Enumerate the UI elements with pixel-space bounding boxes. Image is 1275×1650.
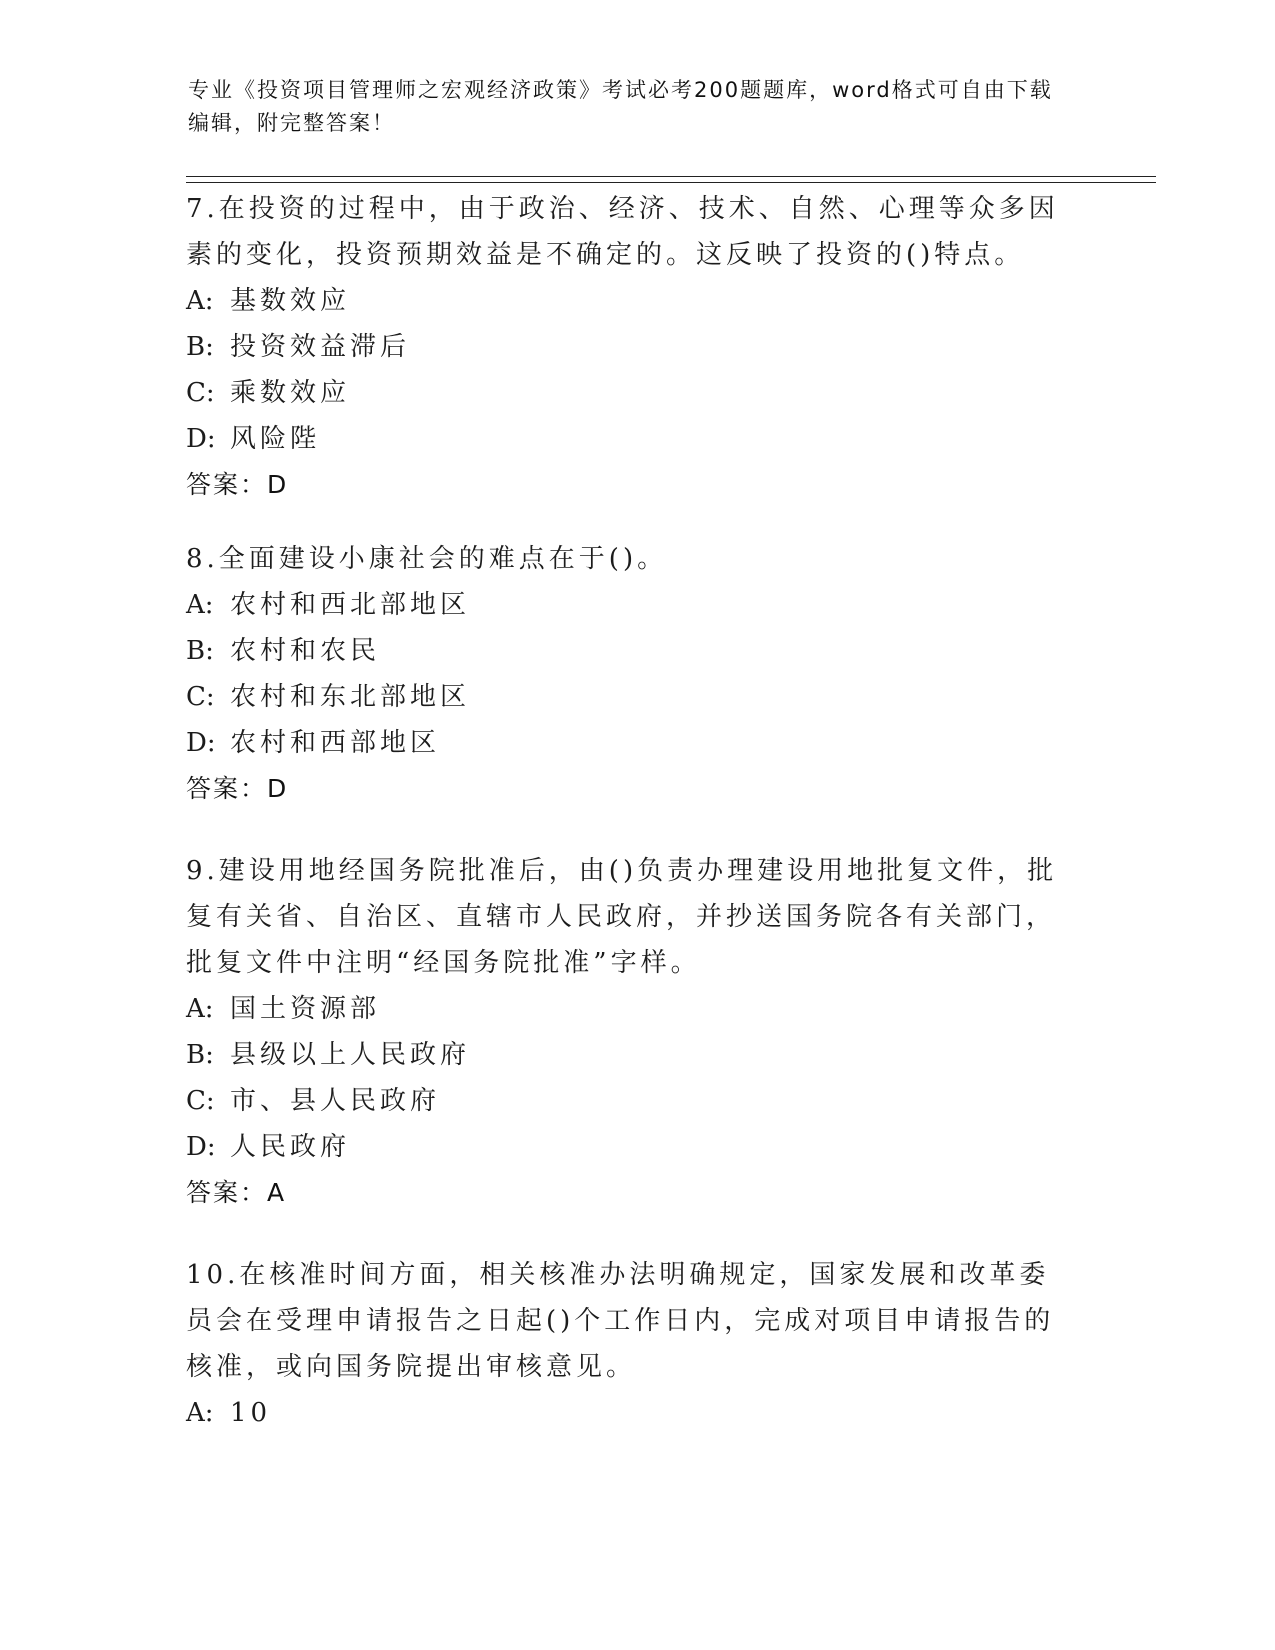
answer: 答案：D — [186, 774, 289, 803]
answer: 答案：A — [186, 1178, 287, 1207]
option-b — [186, 628, 1066, 674]
option-text: 农村和农民 — [230, 636, 381, 666]
option-a — [186, 582, 1066, 628]
option-b — [186, 1032, 1066, 1078]
option-label: D: — [186, 424, 216, 454]
option-label: C: — [186, 682, 215, 712]
document-header — [188, 74, 1068, 140]
answer: 答案：D — [186, 470, 289, 499]
option-label: B: — [186, 1040, 214, 1070]
option-text: 风险陛 — [230, 424, 321, 454]
question-10 — [186, 1252, 1066, 1436]
option-text: 人民政府 — [230, 1132, 351, 1162]
option-label: D: — [186, 1132, 216, 1162]
header-divider-top — [186, 176, 1156, 177]
option-c — [186, 370, 1066, 416]
option-label: B: — [186, 636, 214, 666]
option-c — [186, 1078, 1066, 1124]
option-text: 市、县人民政府 — [230, 1086, 441, 1116]
question-8 — [186, 536, 1066, 812]
option-text: 农村和西北部地区 — [230, 590, 471, 620]
question-stem: 10.在核准时间方面，相关核准办法明确规定，国家发展和改革委员会在受理申请报告之日起()个工作日内，完成对项目申请报告的核准，或向国务院提出审核意见。 — [186, 1260, 1055, 1382]
option-label: D: — [186, 728, 216, 758]
option-d — [186, 1124, 1066, 1170]
option-label: A: — [186, 590, 214, 620]
option-a — [186, 1390, 1066, 1436]
option-d — [186, 416, 1066, 462]
option-label: C: — [186, 1086, 215, 1116]
header-intro-text: 专业《投资项目管理师之宏观经济政策》考试必考200题题库，word格式可自由下载编辑，附完整答案！ — [188, 78, 1053, 135]
option-text: 乘数效应 — [230, 378, 351, 408]
option-label: A: — [186, 994, 214, 1024]
option-a — [186, 986, 1066, 1032]
question-stem: 9.建设用地经国务院批准后，由()负责办理建设用地批复文件，批复有关省、自治区、直辖市人民政府，并抄送国务院各有关部门，批复文件中注明“经国务院批准”字样。 — [186, 856, 1058, 978]
option-d — [186, 720, 1066, 766]
option-text: 投资效益滞后 — [230, 332, 411, 362]
option-text: 基数效应 — [230, 286, 351, 316]
option-text: 10 — [230, 1398, 272, 1428]
option-c — [186, 674, 1066, 720]
header-divider-bottom — [186, 182, 1156, 183]
question-9 — [186, 848, 1066, 1216]
question-7 — [186, 186, 1066, 508]
option-label: A: — [186, 286, 214, 316]
option-label: A: — [186, 1398, 214, 1428]
question-stem: 8.全面建设小康社会的难点在于()。 — [186, 544, 668, 574]
option-label: C: — [186, 378, 215, 408]
option-text: 农村和西部地区 — [230, 728, 441, 758]
option-text: 农村和东北部地区 — [230, 682, 471, 712]
option-a — [186, 278, 1066, 324]
option-label: B: — [186, 332, 214, 362]
option-text: 国土资源部 — [230, 994, 381, 1024]
option-b — [186, 324, 1066, 370]
question-stem: 7.在投资的过程中，由于政治、经济、技术、自然、心理等众多因素的变化，投资预期效益是不确定的。这反映了投资的()特点。 — [186, 194, 1059, 270]
option-text: 县级以上人民政府 — [230, 1040, 471, 1070]
